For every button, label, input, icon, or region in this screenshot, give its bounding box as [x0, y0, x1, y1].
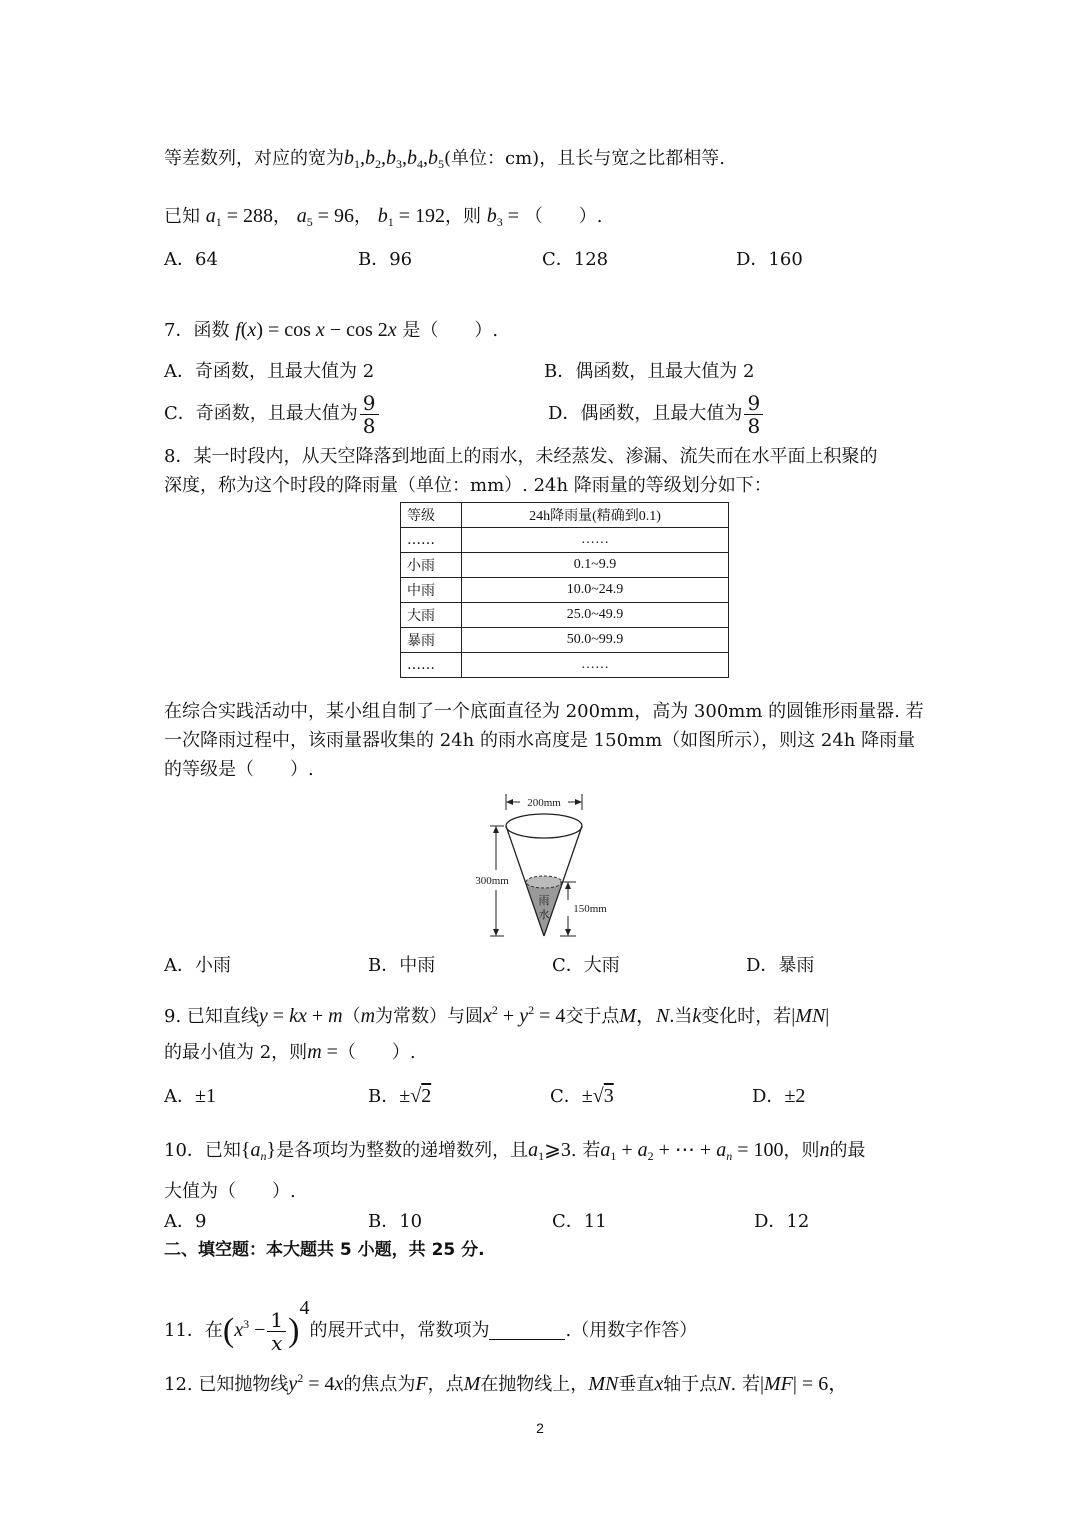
- table-row: 小雨 0.1~9.9: [401, 553, 729, 578]
- q7-function: f(x) = cos x − cos 2x: [235, 319, 397, 341]
- q9-option-b: B．±√2: [368, 1085, 432, 1107]
- q9-line2: 的最小值为 2，则m =（ ）.: [164, 1041, 416, 1063]
- q9-option-a: A．±1: [164, 1085, 216, 1107]
- q7-option-b: B．偶函数，且最大值为 2: [544, 361, 755, 382]
- sqrt-symbol: √3: [592, 1085, 614, 1107]
- table-row: …… ……: [401, 653, 729, 678]
- q10-option-c: C．11: [552, 1211, 607, 1232]
- cone-rain-gauge-figure: [464, 790, 624, 942]
- q11-stem: 11．在($x^3$ − $\frac{1}{x}$ )$^4$的展开式中，常数项为 .（用数字作答）: [164, 1297, 698, 1355]
- sqrt-symbol: √2: [410, 1085, 432, 1107]
- svg-text:水: 水: [538, 908, 550, 921]
- q8-option-d: D．暴雨: [746, 955, 815, 976]
- table-row: 大雨 25.0~49.9: [401, 603, 729, 628]
- fraction-nine-eighths: $\frac{9}{8}$: [744, 392, 763, 437]
- table-header-row: [401, 503, 729, 528]
- q8-option-c: C．大雨: [552, 955, 620, 976]
- q8-line4: 一次降雨过程中，该雨量器收集的 24h 的雨水高度是 150mm（如图所示），则这 24h 降雨量: [164, 730, 916, 751]
- rainfall-grade-table: [400, 502, 729, 678]
- q7-option-c: C．奇函数，且最大值为 $\frac{9}{8}$: [164, 388, 381, 440]
- water-height-label: 150mm: [573, 903, 607, 915]
- table-header-cell: 等级: [401, 503, 462, 528]
- table-row: 中雨 10.0~24.9: [401, 578, 729, 603]
- q10-line2: 大值为（ ）.: [164, 1181, 296, 1202]
- q9-option-c: C．±√3: [550, 1085, 614, 1107]
- q10-stem: 10．已知$\{a_n\}$是各项均为整数的递增数列，且$a_1⩾3$. 若$a_1 + a_2$ + ⋯ + $a_n = 100$，则n的最: [164, 1139, 866, 1163]
- q6-option-d: D．160: [736, 249, 803, 270]
- q8-line3: 在综合实践活动中，某小组自制了一个底面直径为 200mm，高为 300mm 的圆锥形雨量器. 若: [164, 701, 924, 722]
- q9-stem: 9. 已知直线y = kx + m（m为常数）与圆$x^2 + y^2 = 4$交于点M，N.当k变化时，若|MN|: [164, 1003, 830, 1027]
- q9-option-d: D．±2: [752, 1085, 806, 1107]
- binomial-expression: (: [222, 1312, 235, 1349]
- q10-option-d: D．12: [754, 1211, 810, 1232]
- svg-text:雨: 雨: [538, 894, 550, 907]
- fraction-nine-eighths: $\frac{9}{8}$: [360, 392, 379, 437]
- table-row: 暴雨 50.0~99.9: [401, 628, 729, 653]
- q7-option-d: D．偶函数，且最大值为 $\frac{9}{8}$: [548, 388, 765, 440]
- page-number: 2: [536, 1420, 544, 1436]
- q6-line2: 已知 $a_1 = 288$， $a_5 = 96$， $b_1 = 192$，则 $b_3$ = （ ）.: [164, 205, 603, 229]
- q10-option-b: B．10: [368, 1211, 423, 1232]
- q6-option-c: C．128: [542, 249, 609, 270]
- q8-line2: 深度，称为这个时段的降雨量（单位：mm）. 24h 降雨量的等级划分如下：: [164, 475, 772, 496]
- answer-blank[interactable]: [489, 1319, 565, 1340]
- q6-option-b: B．96: [358, 249, 413, 270]
- diameter-label: 200mm: [527, 797, 561, 809]
- b-sequence: $b_1,b_2,b_3,b_4,b_5$: [344, 147, 444, 171]
- table-row: …… ……: [401, 528, 729, 553]
- height-label: 300mm: [475, 875, 509, 887]
- q8-line1: 8．某一时段内，从天空降落到地面上的雨水，未经蒸发、渗漏、流失而在水平面上积聚的: [164, 446, 878, 467]
- q8-option-b: B．中雨: [368, 955, 436, 976]
- section-heading: 二、填空题：本大题共 5 小题，共 25 分.: [164, 1240, 485, 1260]
- q7-option-a: A．奇函数，且最大值为 2: [164, 361, 375, 382]
- q8-line5: 的等级是（ ）.: [164, 759, 314, 780]
- q12-stem: 12. 已知抛物线$y^2 = 4x$的焦点为F，点M在抛物线上，MN垂直x轴于点N. 若|MF| = 6，: [164, 1371, 849, 1395]
- q6-line1: 等差数列，对应的宽为$b_1,b_2,b_3,b_4,b_5$(单位：cm)，且长与宽之比都相等.: [164, 147, 725, 171]
- q6-option-a: A．64: [164, 249, 218, 270]
- q10-option-a: A．9: [164, 1211, 207, 1232]
- table-header-cell: 24h降雨量(精确到0.1): [462, 503, 729, 528]
- q8-option-a: A．小雨: [164, 955, 231, 976]
- q7-stem: 7．函数 f(x) = cos x − cos 2x 是（ ）.: [164, 319, 499, 341]
